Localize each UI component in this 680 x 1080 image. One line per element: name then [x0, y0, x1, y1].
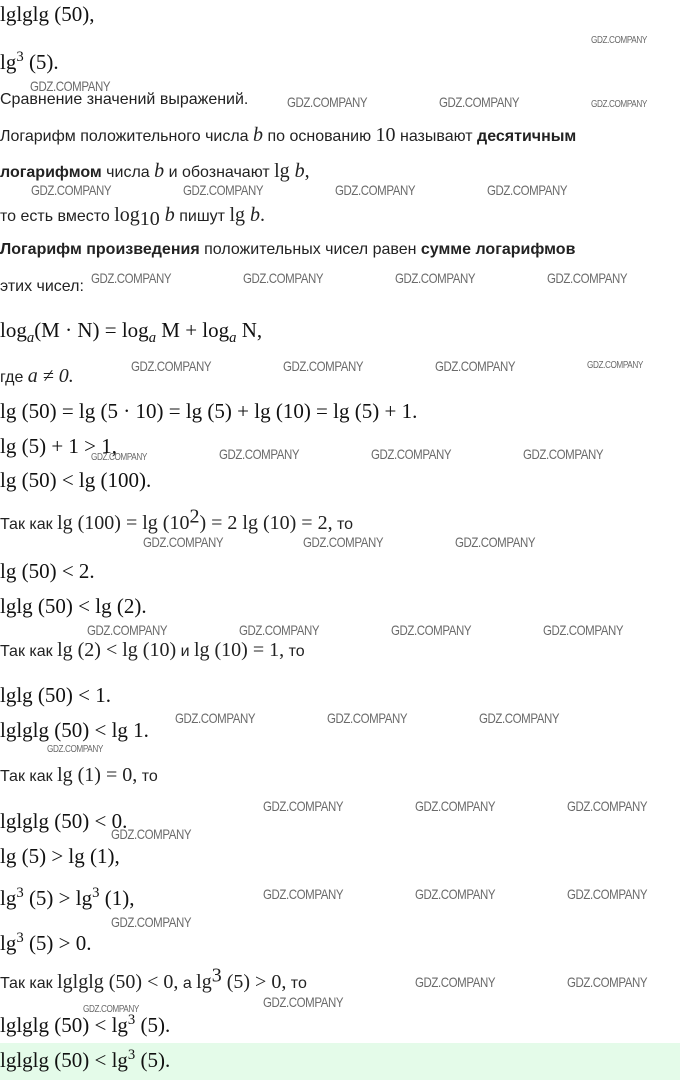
watermark: GDZ.COMPANY: [287, 94, 368, 110]
watermark: GDZ.COMPANY: [239, 622, 320, 638]
watermark: GDZ.COMPANY: [543, 622, 624, 638]
step-1: lg (50) = lg (5 · 10) = lg (5) + lg (10) = lg (5) + 1.: [0, 399, 418, 423]
step-16: lglglg $(50) < \lg^3 (5)$.: [0, 1012, 171, 1037]
watermark: GDZ.COMPANY: [31, 182, 112, 198]
expr-lg3-5: $\lg^3 (5)$.: [0, 49, 59, 74]
watermark: GDZ.COMPANY: [91, 452, 147, 463]
step-4: Так как $\lg (100) = \lg (10^2) = 2$ lg (10) = 2, то: [0, 505, 354, 534]
watermark: GDZ.COMPANY: [567, 798, 648, 814]
product-rule-line-2: этих чисел:: [0, 278, 84, 295]
watermark: GDZ.COMPANY: [175, 710, 256, 726]
watermark: GDZ.COMPANY: [371, 446, 452, 462]
step-10: Так как lg (1) = 0, то: [0, 764, 158, 786]
definition-line-1: Логарифм положительного числа b по основанию 10 называют десятичным: [0, 124, 577, 146]
watermark: GDZ.COMPANY: [435, 358, 516, 374]
watermark: GDZ.COMPANY: [263, 994, 344, 1010]
watermark: GDZ.COMPANY: [591, 99, 647, 110]
watermark: GDZ.COMPANY: [111, 914, 192, 930]
step-6: lglg (50) < lg (2).: [0, 594, 147, 618]
step-12: lg (5) > lg (1),: [0, 844, 120, 868]
product-rule-formula: $\log_a(M \cdot N) = \log_a M + \log_a N$,: [0, 318, 263, 347]
watermark: GDZ.COMPANY: [395, 270, 476, 286]
step-14: $\lg^3 (5) > 0$.: [0, 930, 92, 955]
watermark: GDZ.COMPANY: [263, 886, 344, 902]
watermark: GDZ.COMPANY: [143, 534, 224, 550]
expr-lglglg50: lglglg (50),: [0, 2, 95, 26]
watermark: GDZ.COMPANY: [327, 710, 408, 726]
step-2: lg (5) + 1 > 1,: [0, 434, 118, 458]
watermark: GDZ.COMPANY: [479, 710, 560, 726]
step-8: lglg (50) < 1.: [0, 683, 111, 707]
watermark: GDZ.COMPANY: [219, 446, 300, 462]
watermark: GDZ.COMPANY: [415, 974, 496, 990]
step-3: lg (50) < lg (100).: [0, 468, 152, 492]
section-heading: Сравнение значений выражений.: [0, 91, 249, 108]
watermark: GDZ.COMPANY: [567, 886, 648, 902]
watermark: GDZ.COMPANY: [183, 182, 264, 198]
watermark: GDZ.COMPANY: [131, 358, 212, 374]
watermark: GDZ.COMPANY: [243, 270, 324, 286]
step-11: lglglg (50) < 0.: [0, 809, 128, 833]
watermark: GDZ.COMPANY: [263, 798, 344, 814]
watermark: GDZ.COMPANY: [455, 534, 536, 550]
answer-line: lglglg $(50) < \lg^3 (5)$.: [0, 1047, 171, 1072]
step-15: Так как lglglg (50) < 0, а $\lg^3 (5) > 0$, то: [0, 964, 307, 993]
product-rule-line-1: Логарифм произведения положительных чисел равен сумме логарифмов: [0, 241, 576, 258]
watermark: GDZ.COMPANY: [87, 622, 168, 638]
step-13: $\lg^3 (5) > \lg^3 (1)$,: [0, 885, 135, 910]
watermark: GDZ.COMPANY: [587, 360, 643, 371]
watermark: GDZ.COMPANY: [91, 270, 172, 286]
definition-line-2: логарифмом числа b и обозначают lg b,: [0, 160, 310, 182]
watermark: GDZ.COMPANY: [303, 534, 384, 550]
step-5: lg (50) < 2.: [0, 559, 95, 583]
watermark: GDZ.COMPANY: [283, 358, 364, 374]
watermark: GDZ.COMPANY: [523, 446, 604, 462]
watermark: GDZ.COMPANY: [415, 886, 496, 902]
watermark: GDZ.COMPANY: [439, 94, 520, 110]
step-9: lglglg (50) < lg 1.: [0, 718, 149, 742]
watermark: GDZ.COMPANY: [547, 270, 628, 286]
watermark: GDZ.COMPANY: [415, 798, 496, 814]
watermark: GDZ.COMPANY: [30, 78, 111, 94]
watermark: GDZ.COMPANY: [83, 1004, 139, 1015]
definition-line-3: то есть вместо $\log_{10} b$ пишут lg b.: [0, 204, 265, 231]
step-7: Так как lg (2) < lg (10) и lg (10) = 1, то: [0, 639, 305, 661]
watermark: GDZ.COMPANY: [567, 974, 648, 990]
watermark: GDZ.COMPANY: [391, 622, 472, 638]
watermark: GDZ.COMPANY: [111, 826, 192, 842]
watermark: GDZ.COMPANY: [335, 182, 416, 198]
condition-line: где a ≠ 0.: [0, 365, 74, 387]
watermark: GDZ.COMPANY: [47, 744, 103, 755]
watermark: GDZ.COMPANY: [591, 35, 647, 46]
watermark: GDZ.COMPANY: [487, 182, 568, 198]
